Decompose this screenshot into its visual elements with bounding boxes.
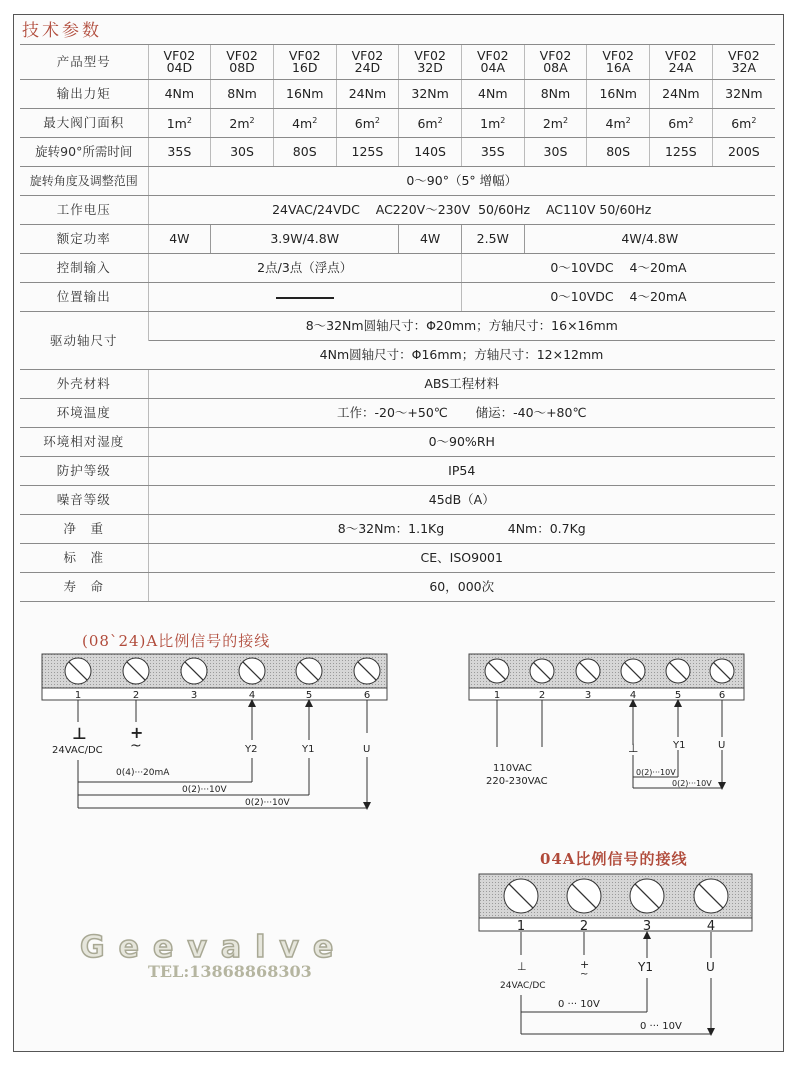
torque-cell: 4Nm	[148, 80, 211, 109]
tel-watermark: TEL:13868868303	[148, 962, 312, 981]
row-label: 防护等级	[20, 457, 148, 486]
analog-input-value: 0～10VDC 4～20mA	[461, 254, 775, 283]
signal-label: 0(2)···10V	[182, 785, 227, 795]
torque-cell: 24Nm	[650, 80, 713, 109]
signal-label: 0(2)···10V	[636, 768, 676, 777]
area-cell: $4m^2$	[273, 109, 336, 138]
terminal-number: 2	[538, 690, 546, 701]
row-label: 控制输入	[20, 254, 148, 283]
torque-cell: 32Nm	[712, 80, 775, 109]
terminal-number: 1	[74, 690, 82, 701]
terminal-number: 4	[248, 690, 256, 701]
model-cell: VF02 08D	[211, 45, 274, 80]
power-cell: 4W	[399, 225, 462, 254]
terminal-number: 1	[516, 919, 526, 934]
shaft-value-1: 8～32Nm圆轴尺寸：Φ20mm；方轴尺寸：16×16mm	[148, 312, 775, 341]
terminal-number: 4	[629, 690, 637, 701]
terminal-number: 3	[642, 919, 652, 934]
floating-input-value: 2点/3点（浮点）	[148, 254, 461, 283]
time-cell: 30S	[524, 138, 587, 167]
terminal-number: 4	[706, 919, 716, 934]
y1-label: Y1	[638, 960, 653, 974]
row-label: 输出力矩	[20, 80, 148, 109]
power-cell: 4W/4.8W	[524, 225, 775, 254]
row-label: 最大阀门面积	[20, 109, 148, 138]
supply-label: 24VAC/DC	[52, 745, 103, 756]
area-cell: $6m^2$	[712, 109, 775, 138]
life-value: 60，000次	[148, 573, 775, 602]
noise-value: 45dB（A）	[148, 486, 775, 515]
terminal-number: 6	[718, 690, 726, 701]
terminal-number: 5	[674, 690, 682, 701]
diagram2-wires	[497, 700, 722, 788]
tilde-symbol: ~	[130, 738, 142, 754]
y1-label: Y1	[302, 744, 315, 755]
row-label: 产品型号	[20, 45, 148, 80]
time-cell: 80S	[273, 138, 336, 167]
model-cell: VF02 32A	[712, 45, 775, 80]
model-cell: VF02 24D	[336, 45, 399, 80]
row-label: 寿 命	[20, 573, 148, 602]
time-cell: 125S	[336, 138, 399, 167]
supply-label: 220-230VAC	[486, 776, 548, 787]
brand-watermark: Geevalve	[80, 930, 348, 965]
terminal-number: 2	[132, 690, 140, 701]
signal-label: 0 ··· 10V	[558, 999, 600, 1010]
rotation-range-value: 0～90°（5° 增幅）	[148, 167, 775, 196]
power-cell: 2.5W	[461, 225, 524, 254]
torque-cell: 8Nm	[524, 80, 587, 109]
diagram1-title: (08`24)A比例信号的接线	[82, 632, 271, 650]
area-cell: $2m^2$	[211, 109, 274, 138]
row-label: 驱动轴尺寸	[20, 312, 148, 370]
shaft-value-2: 4Nm圆轴尺寸：Φ16mm；方轴尺寸：12×12mm	[148, 341, 775, 370]
signal-label: 0(2)···10V	[245, 798, 290, 808]
row-label: 净 重	[20, 515, 148, 544]
row-label: 旋转角度及调整范围	[20, 167, 148, 196]
terminal-number: 3	[584, 690, 592, 701]
model-cell: VF02 16A	[587, 45, 650, 80]
model-cell: VF02 04D	[148, 45, 211, 80]
diagram3-title: 04A比例信号的接线	[540, 850, 688, 868]
area-cell: $4m^2$	[587, 109, 650, 138]
area-cell: $2m^2$	[524, 109, 587, 138]
plus-symbol: +	[580, 958, 590, 971]
model-cell: VF02 32D	[399, 45, 462, 80]
standard-value: CE、ISO9001	[148, 544, 775, 573]
torque-cell: 4Nm	[461, 80, 524, 109]
area-cell: $6m^2$	[336, 109, 399, 138]
time-cell: 140S	[399, 138, 462, 167]
row-label: 环境相对湿度	[20, 428, 148, 457]
time-cell: 125S	[650, 138, 713, 167]
u-label: U	[718, 740, 726, 751]
minus-symbol: ⊥	[517, 960, 527, 973]
signal-label: 0 ··· 10V	[640, 1021, 682, 1032]
row-label: 工作电压	[20, 196, 148, 225]
row-label: 噪音等级	[20, 486, 148, 515]
voltage-value: 24VAC/24VDC AC220V～230V 50/60Hz AC110V 50/60Hz	[148, 196, 775, 225]
signal-label: 0(2)···10V	[672, 779, 712, 788]
tilde-symbol: ~	[580, 969, 589, 980]
torque-cell: 24Nm	[336, 80, 399, 109]
signal-label: 0(4)···20mA	[116, 768, 170, 778]
ground-symbol: ⊥	[628, 741, 639, 755]
model-cell: VF02 16D	[273, 45, 336, 80]
torque-cell: 32Nm	[399, 80, 462, 109]
area-cell: $1m^2$	[461, 109, 524, 138]
time-cell: 30S	[211, 138, 274, 167]
terminal-number: 3	[190, 690, 198, 701]
terminal-number: 2	[579, 919, 589, 934]
row-label: 环境温度	[20, 399, 148, 428]
row-label: 标 准	[20, 544, 148, 573]
terminal-number: 1	[493, 690, 501, 701]
row-label: 额定功率	[20, 225, 148, 254]
terminal-number: 5	[305, 690, 313, 701]
terminal-block-1	[42, 654, 387, 700]
torque-cell: 16Nm	[273, 80, 336, 109]
time-cell: 35S	[461, 138, 524, 167]
u-label: U	[706, 960, 715, 974]
time-cell: 80S	[587, 138, 650, 167]
plus-symbol: +	[130, 723, 144, 742]
row-label: 外壳材料	[20, 370, 148, 399]
terminal-block-2	[469, 654, 744, 700]
torque-cell: 8Nm	[211, 80, 274, 109]
terminal-number: 6	[363, 690, 371, 701]
supply-label: 110VAC	[493, 763, 532, 774]
area-cell: $6m^2$	[650, 109, 713, 138]
area-cell: $6m^2$	[399, 109, 462, 138]
y1-label: Y1	[673, 740, 686, 751]
protection-value: IP54	[148, 457, 775, 486]
model-cell: VF02 24A	[650, 45, 713, 80]
weight-value: 8～32Nm：1.1Kg 4Nm：0.7Kg	[148, 515, 775, 544]
humidity-value: 0～90%RH	[148, 428, 775, 457]
temperature-value: 工作：-20～+50℃ 储运：-40～+80℃	[148, 399, 775, 428]
time-cell: 200S	[712, 138, 775, 167]
power-cell: 3.9W/4.8W	[211, 225, 399, 254]
power-cell: 4W	[148, 225, 211, 254]
row-label: 旋转90°所需时间	[20, 138, 148, 167]
area-cell: $1m^2$	[148, 109, 211, 138]
analog-output-value: 0～10VDC 4～20mA	[461, 283, 775, 312]
y2-label: Y2	[245, 744, 258, 755]
supply-label: 24VAC/DC	[500, 981, 546, 991]
time-cell: 35S	[148, 138, 211, 167]
housing-value: ABS工程材料	[148, 370, 775, 399]
u-label: U	[363, 744, 371, 755]
torque-cell: 16Nm	[587, 80, 650, 109]
model-cell: VF02 08A	[524, 45, 587, 80]
model-cell: VF02 04A	[461, 45, 524, 80]
row-label: 位置输出	[20, 283, 148, 312]
section-title: 技术参数	[22, 21, 102, 41]
diagram3-wires	[521, 932, 711, 1034]
minus-symbol: ⊥	[72, 724, 87, 743]
